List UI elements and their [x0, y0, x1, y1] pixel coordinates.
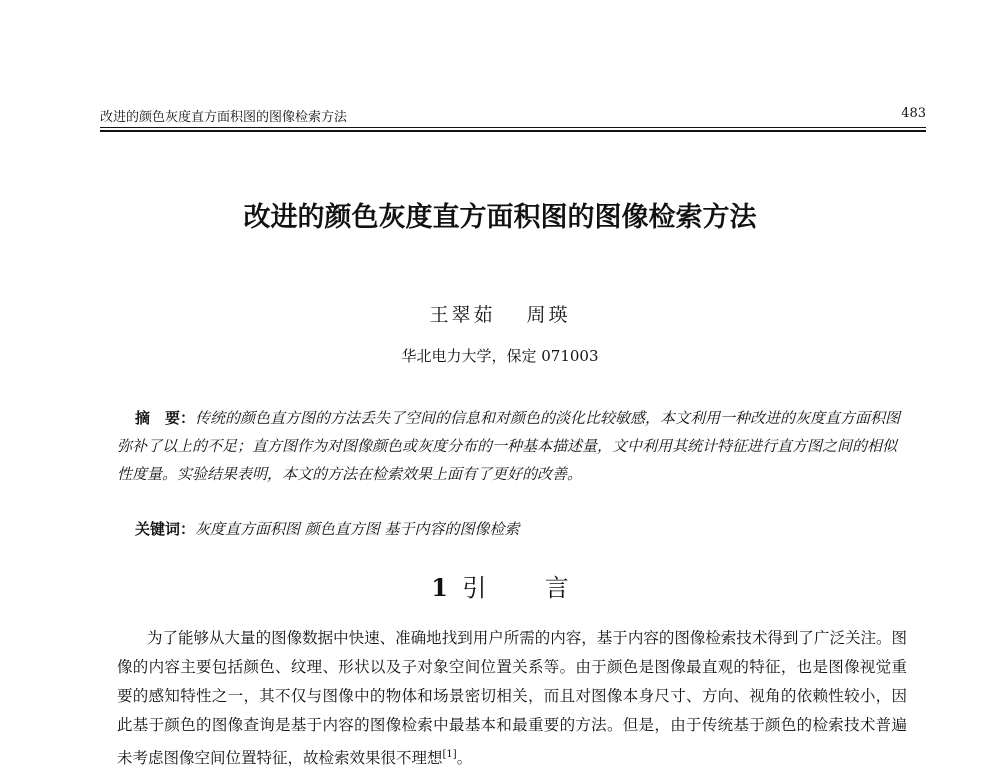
running-header-title: 改进的颜色灰度直方面积图的图像检索方法	[100, 110, 348, 125]
abstract	[117, 404, 905, 488]
page-number: 483	[901, 106, 926, 121]
abstract-text: 传统的颜色直方图的方法丢失了空间的信息和对颜色的淡化比较敏感，本文利用一种改进的灰度直方面积图弥补了以上的不足；直方图作为对图像颜色或灰度分布的一种基本描述量，文中利用其统计特征进行直方图之间的相似性度量。实验结果表明，本文的方法在检索效果上面有了更好的改善。	[117, 409, 901, 483]
section-title-char-1: 引	[462, 574, 487, 602]
keywords-label: 关键词：	[135, 520, 196, 538]
keywords-text: 灰度直方面积图 颜色直方图 基于内容的图像检索	[195, 520, 520, 538]
body-text: 为了能够从大量的图像数据中快速、准确地找到用户所需的内容，基于内容的图像检索技术得到了广泛关注。图像的内容主要包括颜色、纹理、形状以及子对象空间位置关系等。由于颜色是图像最直观的特征，也是图像视觉重要的感知特性之一，其不仅与图像中的物体和场景密切相关，而且对图像本身尺寸、方向、视角的依赖性较小，因此基于颜色的图像查询是基于内容的图像检索中最基本和最重要的方法。但是，由于传统基于颜色的检索技术普遍未考虑图像空间位置特征，故检索效果很不理想	[117, 629, 907, 768]
abstract-label: 摘 要：	[135, 409, 196, 427]
affiliation: 华北电力大学，保定 071003	[401, 347, 599, 365]
keywords	[135, 518, 905, 539]
body-end: 。	[456, 749, 473, 768]
section-heading	[0, 568, 1000, 603]
section-number: 1	[431, 573, 448, 602]
author-2: 周瑛	[526, 304, 571, 326]
paper-title: 改进的颜色灰度直方面积图的图像检索方法	[243, 202, 757, 233]
header-rule	[100, 130, 926, 132]
section-title-char-2: 言	[544, 574, 569, 602]
authors	[0, 300, 1000, 327]
body-paragraph	[117, 624, 907, 773]
author-1: 王翠茹	[429, 304, 496, 326]
running-header	[100, 106, 926, 128]
citation: [1]	[442, 749, 457, 760]
